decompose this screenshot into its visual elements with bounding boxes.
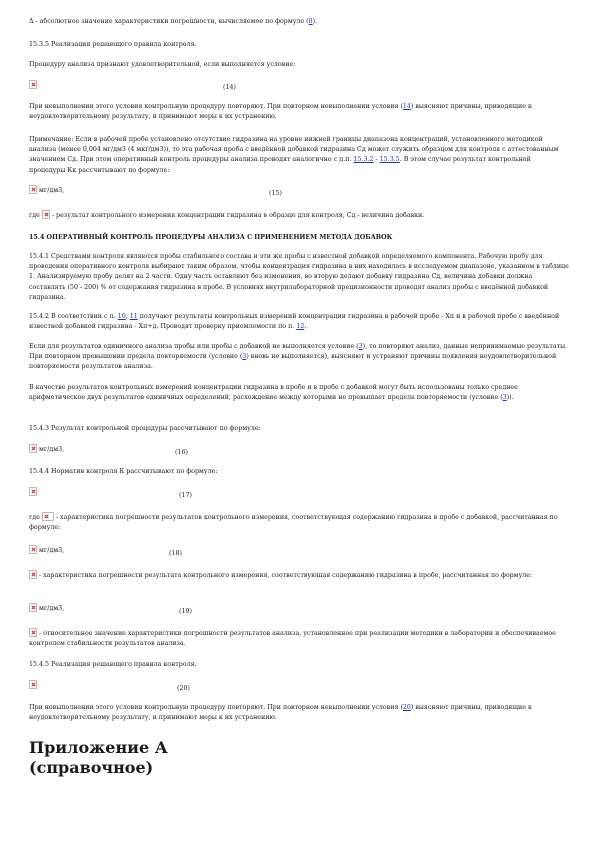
appendix-title: Приложение А [29,738,168,757]
delta-definition [29,17,569,27]
equation-number-19: (19) [179,608,192,615]
unit-label: мг/дм3, [39,187,65,194]
appendix-subtitle: (справочное) [29,758,154,777]
equation-number-14: (14) [223,84,236,91]
text-span: Если для результатов единичного анализа пробы или пробы с добавкой не выполняется условие ( [29,343,359,350]
formula-15 [29,185,282,197]
formula-19 [29,603,192,615]
equation-number-18: (18) [169,550,182,557]
equation-number-15: (15) [269,190,282,197]
where-paragraph [29,210,569,221]
broken-image-icon [29,545,37,554]
broken-image-icon [29,603,37,612]
results-paragraph [29,383,569,403]
text-span: ), то повторяют анализ, данные непринимаемые результаты. При повторном превышении предела повторяемости (условие ( [29,343,568,361]
text-span: получают результаты контрольных измерений концентрации гидразина в рабочей пробе - Хп и в рабочей пробе с введённой известной добавкой гидразина - Хп+д. Проводят проверку приемлемости по п. [29,313,560,331]
broken-image-icon [29,487,37,496]
ref-link-15-3-2[interactable]: 15.3.2 [353,156,374,164]
equation-number-20: (20) [177,685,190,692]
paragraph-15-4-1: 15.4.1 Средствами контроля являются пробы стабильного состава и эти же пробы с известной добавкой определяемого компонента. Рабочую пробу для проведения оперативного контроля выбирают таким образом, чтобы концентрация гидразина в них находилась в исследуемом диапазоне, указанном в таблице 1. Анализируемую пробу делят на 2 части. Одну часть оставляют без изменения, во вторую делают добавку гидразина Сд, величина добавки должна составлять (50 - 200) % от содержания гидразина в пробе. В условиях внутрилабораторной прецизионности проводят анализ пробы с введённой добавкой гидразина. [29,253,569,301]
procedure-condition-text: Процедуру анализа признают удовлетворительной, если выполняется условие: [29,61,296,68]
text-span: 15.4.2 В соответствии с п. [29,313,118,320]
appendix-heading [29,738,168,778]
text-span: При невыполнении этого условия контрольную процедуру повторяют. При повторном невыполнении условия ( [29,704,403,711]
formula-20 [29,680,190,692]
broken-image-icon [29,628,37,637]
note-paragraph [29,135,569,176]
text-span: . [304,323,307,331]
ref-link-10[interactable]: 10 [117,313,126,320]
characteristic-paragraph [29,512,569,533]
text-span: Δ - абсолютное значение характеристики погрешности, вычисляемое по формуле ( [29,18,309,25]
text-span: При невыполнении этого условия контрольную процедуру повторяют. При повторном невыполнении условия ( [29,103,403,110]
ref-link-20[interactable]: 20 [402,704,411,711]
text-span: ) выясняют причины, приводящие к неудовлетворительному результату, и принимают меры к их устранению. [29,103,532,121]
text-span: где [29,212,40,219]
text-span: Примечание: Если в рабочей пробе установлено отсутствие гидразина на уровне нижней границы диапазона концентраций, установленного методикой анализа (менее 0,004 мг/дм3 (4 мкг/дм3)), то эта рабочая проба с введённой добавкой гидразина Сд может служить образцом для контроля с аттестованным значением Сд. При этом оперативный контроль процедуры анализа проводят аналогично с п.п. [29,136,559,164]
broken-image-icon [29,570,37,579]
paragraph-15-4-2 [29,312,569,332]
unit-label: мг/дм3, [39,446,65,453]
text-span: - [373,156,380,164]
broken-image-icon [29,444,37,453]
formula-17 [29,487,192,499]
ref-link-15-3-5[interactable]: 15.3.5 [379,156,400,164]
text-span: , [125,313,130,320]
formula-14 [29,80,236,91]
text-span: - результат контрольного измерения концентрации гидразина в образце для контроля, Сд - величина добавки. [49,212,425,219]
section-15-4-5: 15.4.5 Реализация решающего правила контроля. [29,661,197,668]
section-15-4-3: 15.4.3 Результат контрольной процедуры рассчитывают по формуле: [29,425,261,432]
text-span: ) вновь не выполняется), выясняют и устраняют причины появления неудовлетворительной повторяемости результатов анализа. [29,353,557,371]
ref-link-3[interactable]: 3 [358,343,363,350]
broken-image-icon [29,680,37,689]
section-heading-15-4: 15.4 ОПЕРАТИВНЫЙ КОНТРОЛЬ ПРОЦЕДУРЫ АНАЛИЗА С ПРИМЕНЕНИЕМ МЕТОДА ДОБАВОК [29,234,393,241]
equation-number-16: (16) [175,449,188,456]
unit-label: мг/дм3, [39,605,65,612]
broken-image-icon [29,185,37,194]
section-15-4-4: 15.4.4 Норматив контроля К рассчитывают по формуле: [29,468,218,475]
formula-16 [29,444,188,456]
ref-link-3[interactable]: 3 [242,353,247,361]
unit-label: мг/дм3, [39,547,65,554]
broken-image-icon [42,210,50,219]
broken-image-icon [29,80,37,89]
ref-link-8[interactable]: 8 [308,18,313,25]
text-span: ). [312,18,318,25]
equation-number-17: (17) [179,492,192,499]
repeatability-paragraph [29,342,569,373]
section-15-3-5: 15.3.5 Реализация решающего правила контроля. [29,41,197,48]
text-span: - характеристика погрешности результатов контрольного измерения, соответствующая содержанию гидразина в пробе с добавкой, рассчитанная по формуле: [29,514,558,532]
text-span: . В этом случае результат контрольной процедуры Кк рассчитывают по формуле: [29,156,531,174]
ref-link-11[interactable]: 11 [129,313,138,320]
text-span: - относительное значение характеристики погрешности результатов анализа, установленное при реализации методики в лаборатории и обеспечиваемое контролем стабильности результатов анализа. [29,630,556,648]
fail-condition-paragraph-2 [29,703,569,723]
text-span: ) выясняют причины, приводящие к неудовлетворительному результату, и принимают меры к их устранению. [29,704,532,722]
text-span: где [29,514,40,521]
broken-image-icon [42,512,54,521]
formula-18 [29,545,182,557]
fail-condition-paragraph [29,102,569,122]
text-span: )). [506,394,514,402]
ref-link-14[interactable]: 14 [402,103,411,110]
ref-link-12[interactable]: 12 [296,323,305,331]
text-span: - характеристика погрешности результата контрольного измерения, соответствующая содержанию гидразина в пробе, рассчитанная по формуле: [37,572,533,579]
relative-value-paragraph [29,628,569,649]
ref-link-3[interactable]: 3 [502,394,507,402]
text-span: В качестве результатов контрольных измерений концентрации гидразина в пробе и в пробе с добавкой могут быть использованы только среднее арифметическое двух результатов единичных определений, расхождение между которыми не превышает предела повторяемости (условие ( [29,384,518,402]
characteristic-sample-paragraph [29,570,569,581]
